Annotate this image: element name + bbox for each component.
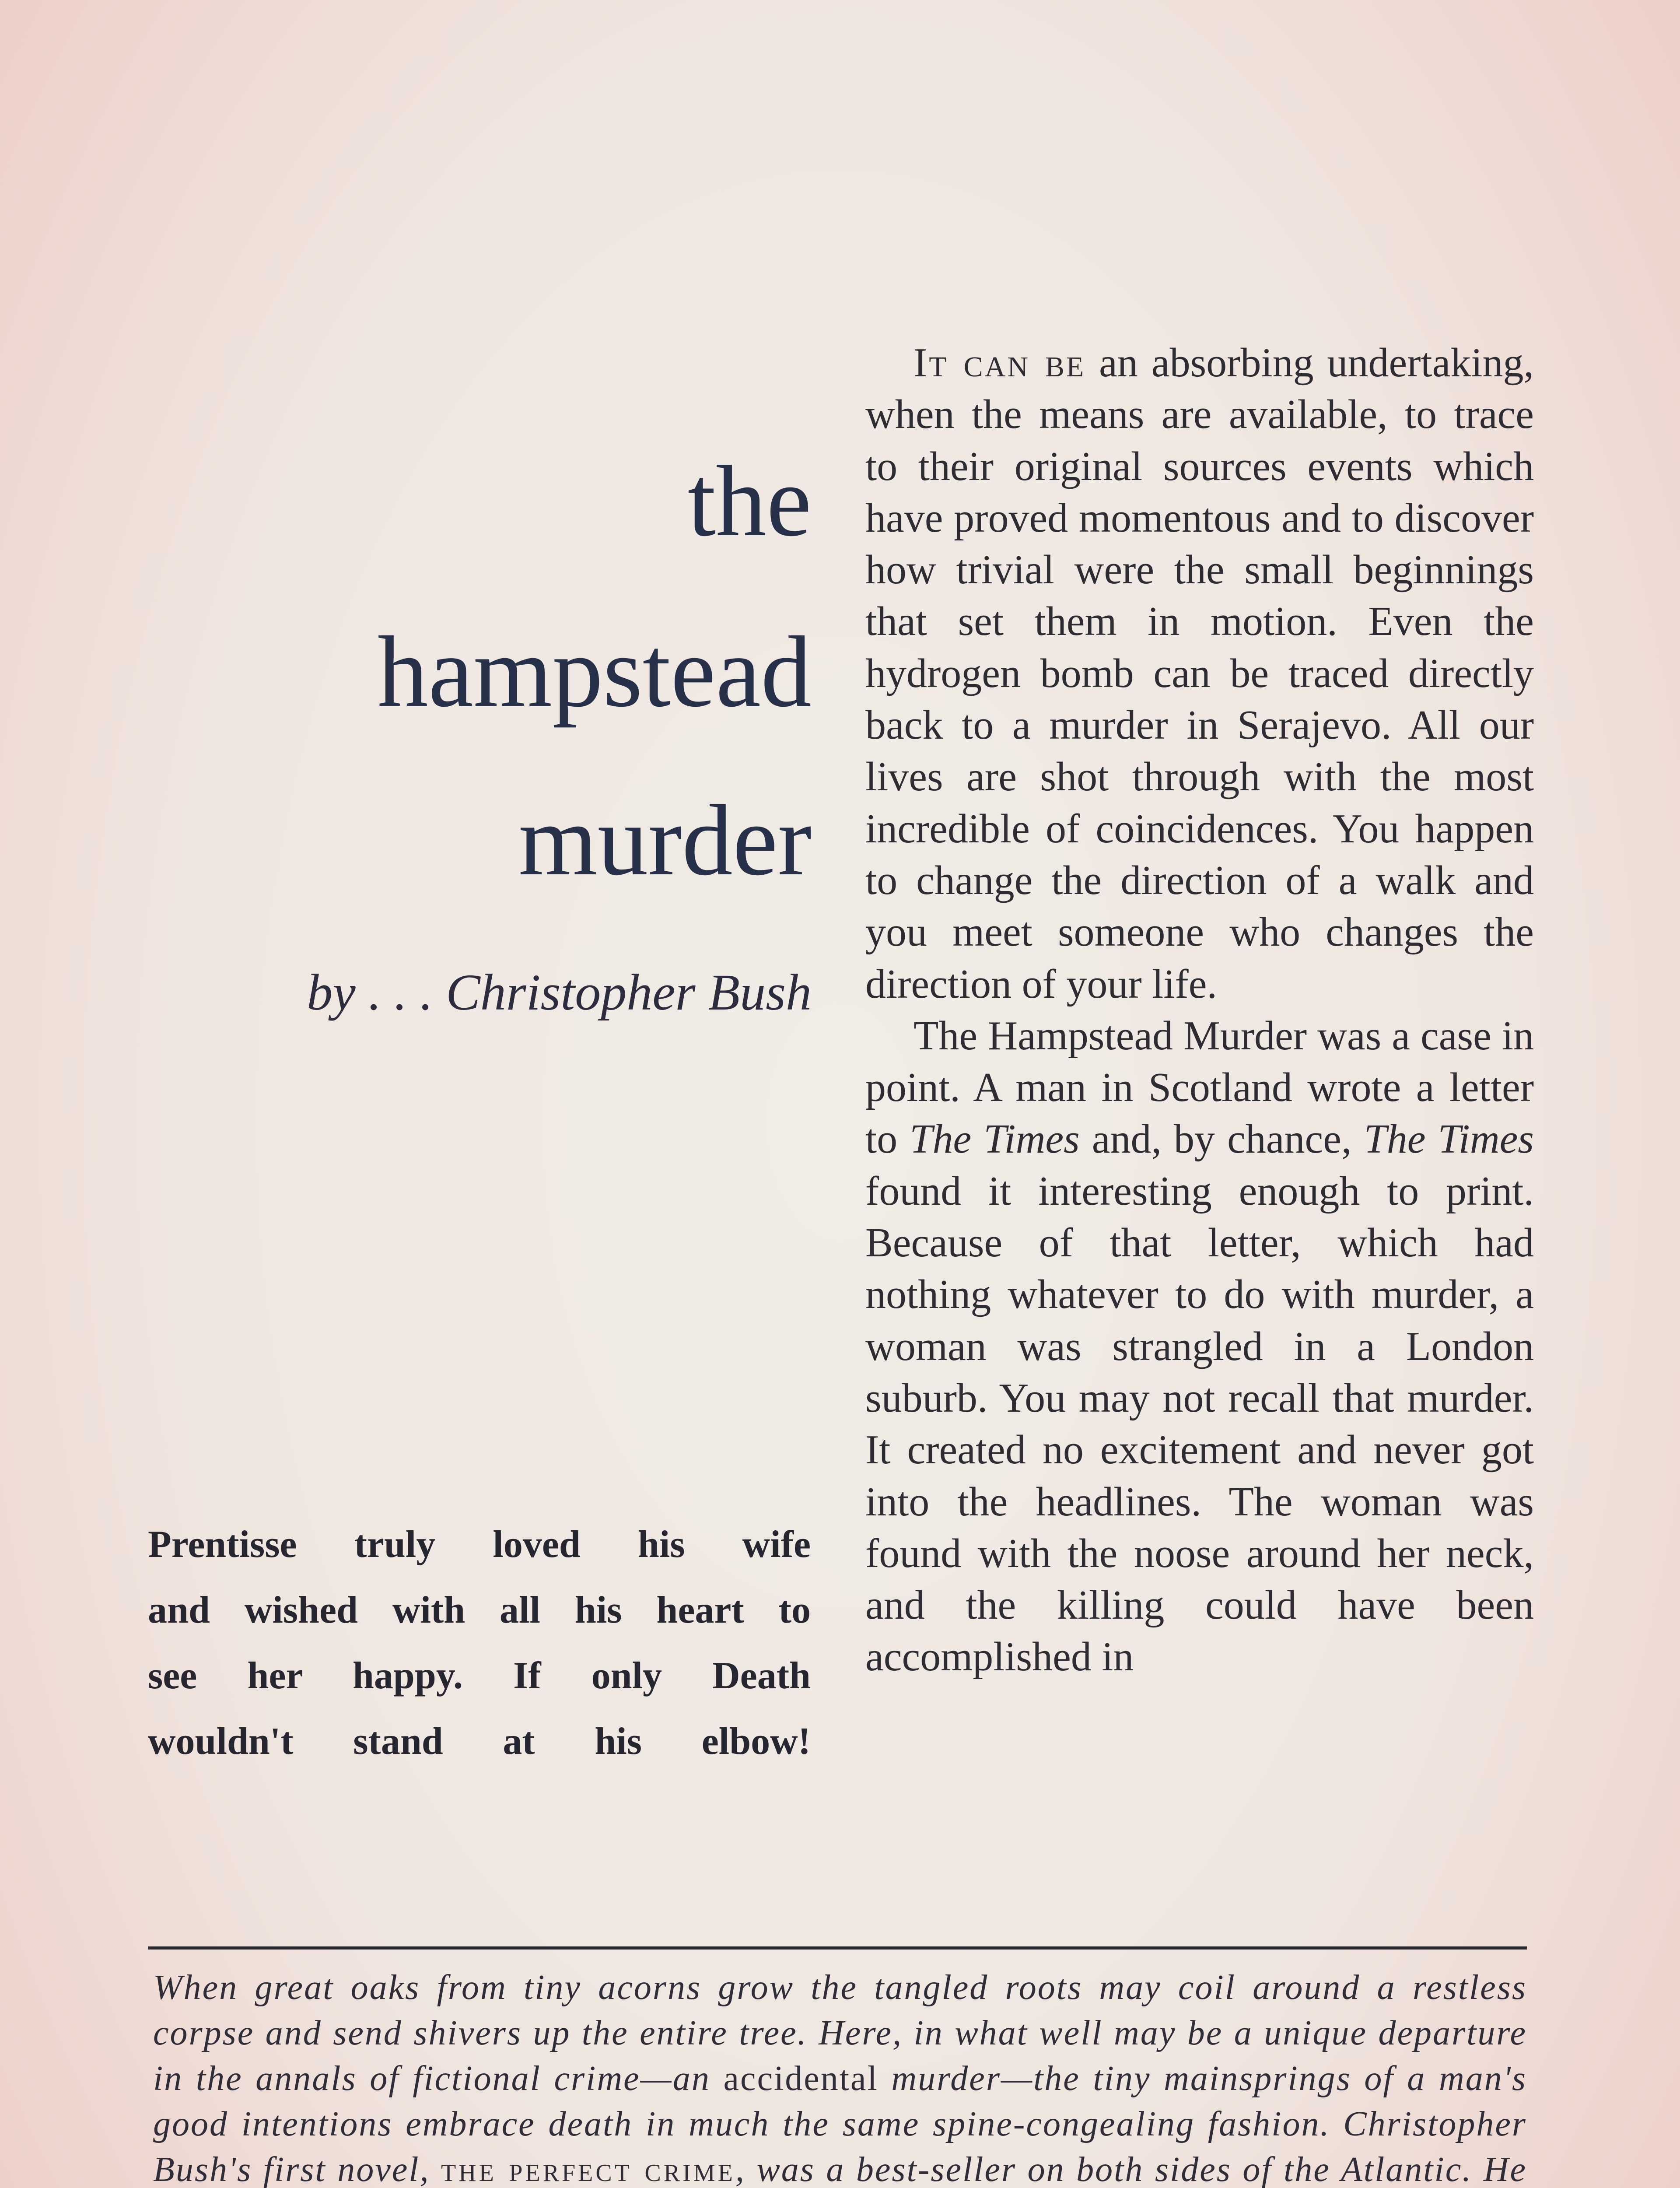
editor-intro xyxy=(153,1965,1527,2188)
author-byline: by . . . Christopher Bush xyxy=(307,964,812,1021)
newspaper-title: The Times xyxy=(910,1116,1080,1162)
blurb-line: and wished with all his heart to xyxy=(148,1589,811,1631)
story-title-line-2: hampstead xyxy=(377,616,812,728)
newspaper-title: The Times xyxy=(1364,1116,1534,1162)
story-title-line-1: the xyxy=(687,445,812,558)
intro-text: murder—the tiny mainsprings of a man's good intentions embrace death in much the same spine-congealing fashion. Christopher Bush's first novel, xyxy=(153,2059,1527,2188)
blurb-line: Prentisse truly loved his wife xyxy=(148,1523,811,1566)
story-blurb xyxy=(148,1512,811,1774)
blurb-line: see her happy. If only Death xyxy=(148,1655,811,1697)
body-paragraph-1 xyxy=(865,337,1534,1010)
paragraph-text: and, by chance, xyxy=(1079,1116,1364,1162)
paragraph-text: found it interesting enough to print. Because of that letter, which had nothing whatever to do with murder, a woman was strangled in a London suburb. You may not recall that murder. It created no excitement and never got into the headlines. The woman was found with the noose around her neck, and the killing could have been accomplished in xyxy=(865,1168,1534,1680)
intro-text: , was a best-seller on both sides of the Atlantic. He xyxy=(735,2150,1527,2188)
intro-text: When great oaks from tiny acorns grow the tangled roots may coil around a restless corpse and send shivers up the entire tree. Here, in what well may be a unique departure in the annals of fictional crime—an xyxy=(153,1968,1527,2098)
novel-title: the perfect crime xyxy=(441,2150,735,2188)
body-paragraph-2 xyxy=(865,1010,1534,1683)
story-title-line-3: murder xyxy=(518,784,812,897)
intro-text-roman: accidental xyxy=(723,2059,878,2098)
paragraph-text: an absorbing undertaking, when the means are available, to trace to their original sources events which have proved momentous and to discover how trivial were the small beginnings that set them in motion. Even the hydrogen bomb can be traced directly back to a murder in Serajevo. All our lives are shot through with the most incredible of coincidences. You happen to change the direction of a walk and you meet someone who changes the direction of your life. xyxy=(865,340,1534,1007)
drop-lead-text: It can be xyxy=(914,340,1086,386)
blurb-line: wouldn't stand at his elbow! xyxy=(148,1720,811,1763)
paragraph-text: The Hampstead Murder was a case in point. A man in Scotland wrote a letter to xyxy=(865,1013,1534,1162)
intro-top-rule xyxy=(148,1946,1527,1950)
story-body xyxy=(865,337,1534,1683)
